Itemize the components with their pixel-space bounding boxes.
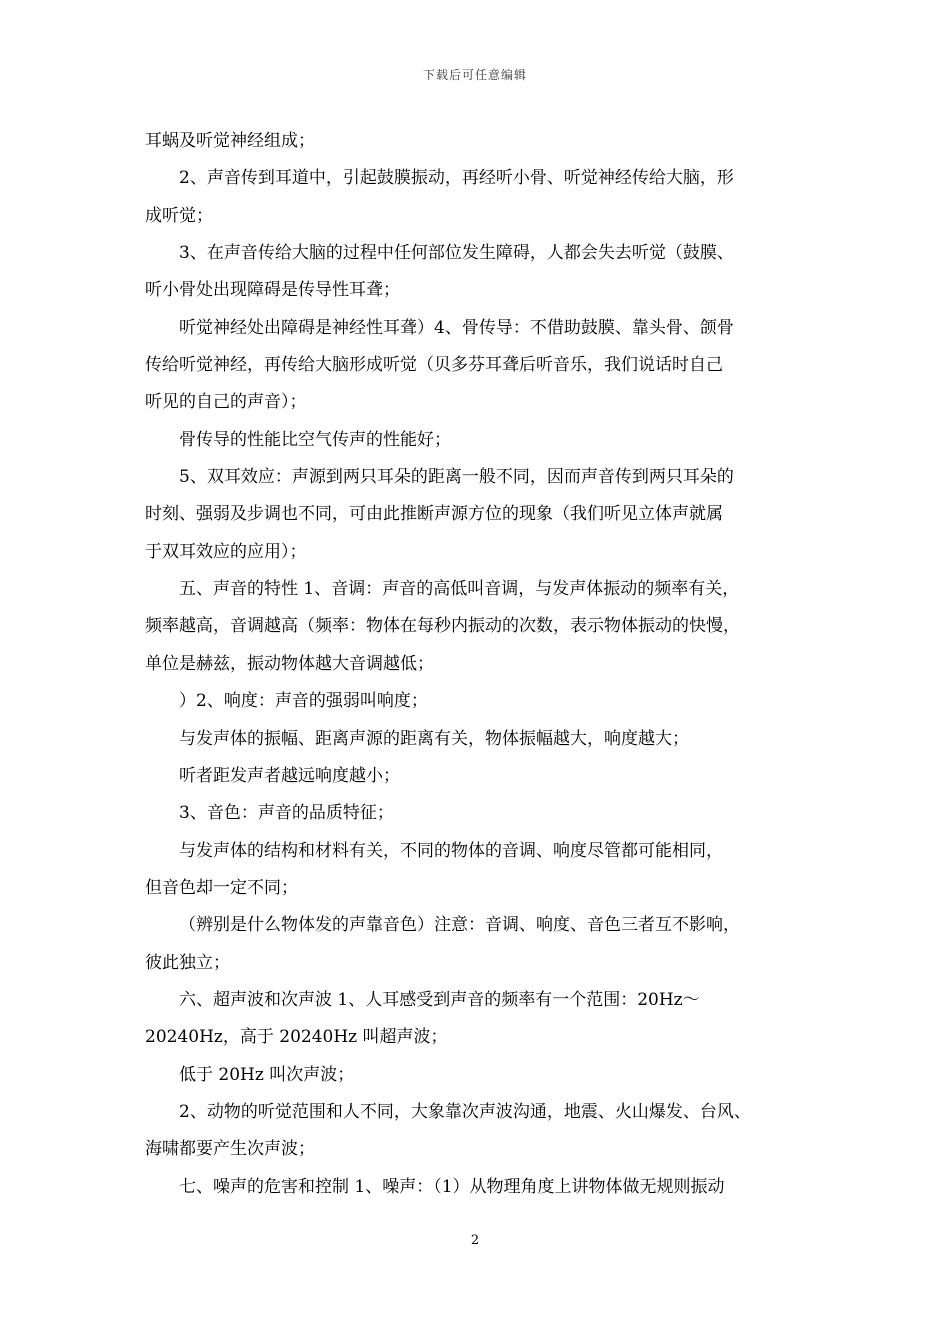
text-line: 但音色却一定不同；: [145, 877, 298, 898]
page-number: 2: [470, 1233, 480, 1248]
text-line: 5、双耳效应：声源到两只耳朵的距离一般不同，因而声音传到两只耳朵的: [179, 467, 734, 488]
text-line: 3、音色：声音的品质特征；: [179, 803, 394, 824]
text-line: 听见的自己的声音）；: [145, 392, 307, 413]
text-line: 20240Hz，高于 20240Hz 叫超声波；: [145, 1027, 448, 1048]
text-line: ）2、响度：声音的强弱叫响度；: [179, 691, 428, 712]
document-body: [145, 123, 815, 1206]
text-line: 成听觉；: [145, 205, 213, 226]
text-line: 时刻、强弱及步调也不同，可由此推断声源方位的现象（我们听见立体声就属: [145, 504, 723, 525]
text-line: 与发声体的结构和材料有关，不同的物体的音调、响度尽管都可能相同，: [179, 840, 723, 861]
page-header: 下载后可任意编辑: [422, 68, 527, 82]
text-line: 七、噪声的危害和控制 1、噪声：（1）从物理角度上讲物体做无规则振动: [179, 1176, 725, 1197]
text-line: 听觉神经处出障碍是神经性耳聋）4、骨传导：不借助鼓膜、靠头骨、颌骨: [179, 317, 734, 338]
text-line: 骨传导的性能比空气传声的性能好；: [179, 429, 451, 450]
text-line: 2、声音传到耳道中，引起鼓膜振动，再经听小骨、听觉神经传给大脑，形: [179, 168, 734, 189]
text-line: 3、在声音传给大脑的过程中任何部位发生障碍，人都会失去听觉（鼓膜、: [179, 243, 734, 264]
text-line: 海啸都要产生次声波；: [145, 1139, 315, 1160]
text-line: 于双耳效应的应用）；: [145, 541, 307, 562]
text-line: 单位是赫兹，振动物体越大音调越低；: [145, 653, 434, 674]
text-line: 耳蜗及听觉神经组成；: [145, 131, 315, 151]
text-line: 五、声音的特性 1、音调：声音的高低叫音调，与发声体振动的频率有关，: [179, 579, 740, 600]
text-line: 2、动物的听觉范围和人不同，大象靠次声波沟通，地震、火山爆发、台风、: [179, 1101, 751, 1122]
text-line: 与发声体的振幅、距离声源的距离有关，物体振幅越大，响度越大；: [179, 728, 689, 749]
text-line: 传给听觉神经，再传给大脑形成听觉（贝多芬耳聋后听音乐，我们说话时自己: [145, 355, 723, 376]
text-line: 频率越高，音调越高（频率：物体在每秒内振动的次数，表示物体振动的快慢，: [145, 616, 740, 637]
text-line: 听小骨处出现障碍是传导性耳聋；: [145, 280, 400, 301]
text-line: 低于 20Hz 叫次声波；: [179, 1064, 355, 1085]
text-line: （辨别是什么物体发的声靠音色）注意：音调、响度、音色三者互不影响，: [179, 915, 740, 936]
text-line: 彼此独立；: [145, 952, 230, 973]
text-line: 听者距发声者越远响度越小；: [179, 765, 400, 786]
text-line: 六、超声波和次声波 1、人耳感受到声音的频率有一个范围：20Hz～: [179, 989, 700, 1010]
